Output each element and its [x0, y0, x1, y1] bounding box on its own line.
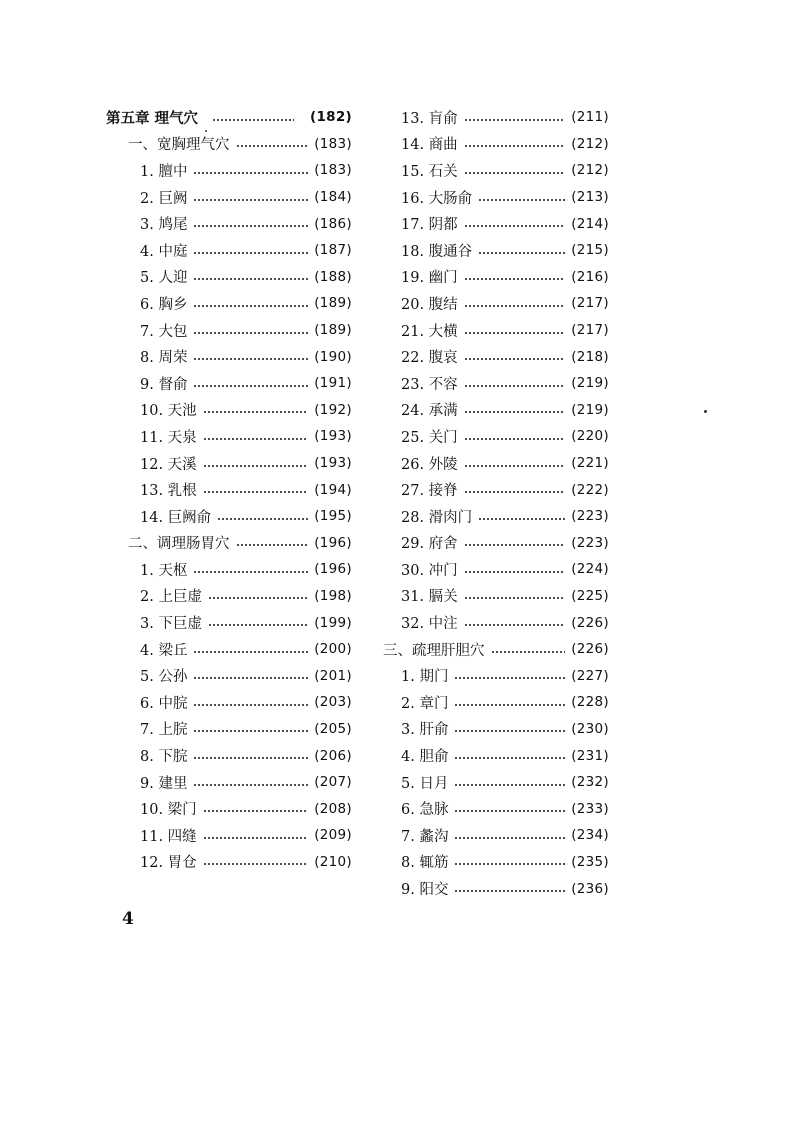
toc-entry-page: (207)	[314, 774, 352, 791]
toc-entry-label: 17. 阴都	[401, 217, 458, 234]
toc-entry-item[interactable]	[106, 716, 352, 743]
toc-entry-label: 1. 期门	[401, 669, 449, 686]
toc-entry-label: 4. 胆俞	[401, 749, 449, 766]
toc-entry-item[interactable]	[106, 317, 352, 344]
toc-entry-item[interactable]	[106, 343, 352, 370]
toc-entry-label: 2. 上巨虚	[140, 589, 202, 606]
toc-entry-item[interactable]	[106, 476, 352, 503]
toc-entry-label: 6. 中脘	[140, 695, 188, 712]
toc-entry-page: (199)	[314, 614, 352, 631]
toc-entry-chapter[interactable]	[106, 104, 352, 131]
dot-leader	[203, 862, 309, 866]
toc-entry-label: 一、宽胸理气穴	[128, 137, 230, 154]
toc-entry-page: (214)	[571, 215, 609, 232]
dot-leader	[464, 570, 566, 574]
toc-entry-label: 4. 梁丘	[140, 642, 188, 659]
toc-entry-section[interactable]	[383, 636, 609, 663]
dot-leader	[464, 357, 566, 361]
toc-entry-label: 7. 大包	[140, 323, 188, 340]
toc-entry-item[interactable]	[106, 423, 352, 450]
dot-leader	[193, 729, 308, 733]
dot-leader	[464, 277, 566, 281]
toc-entry-page: (216)	[571, 268, 609, 285]
toc-entry-page: (195)	[314, 508, 352, 525]
toc-entry-page: (217)	[571, 322, 609, 339]
dot-leader	[464, 543, 566, 547]
dot-leader	[464, 464, 566, 468]
toc-entry-page: (190)	[314, 348, 352, 365]
dot-leader	[491, 650, 566, 654]
toc-entry-page: (219)	[571, 401, 609, 418]
toc-entry-item[interactable]	[383, 423, 609, 450]
toc-entry-label: 二、调理肠胃穴	[128, 536, 230, 553]
toc-entry-page: (196)	[314, 534, 352, 551]
toc-entry-label: 29. 府舍	[401, 536, 458, 553]
dot-leader	[454, 836, 565, 840]
toc-entry-label: 14. 商曲	[401, 137, 458, 154]
dot-leader	[208, 623, 308, 627]
toc-entry-label: 19. 幽门	[401, 270, 458, 287]
dot-leader	[203, 410, 309, 414]
toc-entry-label: 14. 巨阙俞	[140, 509, 212, 526]
toc-entry-page: (183)	[314, 162, 352, 179]
dot-leader	[193, 251, 308, 255]
toc-entry-item[interactable]	[383, 583, 609, 610]
toc-entry-page: (191)	[314, 375, 352, 392]
toc-entry-item[interactable]	[383, 450, 609, 477]
toc-entry-page: (192)	[314, 401, 352, 418]
toc-entry-label: 21. 大横	[401, 323, 458, 340]
toc-entry-item[interactable]	[383, 184, 609, 211]
toc-entry-item[interactable]	[383, 131, 609, 158]
toc-entry-page: (210)	[314, 853, 352, 870]
toc-entry-page: (208)	[314, 800, 352, 817]
toc-entry-section[interactable]	[106, 530, 352, 557]
toc-entry-page: (227)	[571, 667, 609, 684]
toc-entry-item[interactable]	[383, 795, 609, 822]
toc-entry-label: 4. 中庭	[140, 243, 188, 260]
toc-entry-item[interactable]	[106, 210, 352, 237]
toc-entry-item[interactable]	[383, 210, 609, 237]
dot-leader	[454, 703, 565, 707]
dot-leader	[193, 570, 308, 574]
dot-leader	[203, 464, 309, 468]
toc-entry-item[interactable]	[383, 556, 609, 583]
toc-entry-label: 2. 巨阙	[140, 190, 188, 207]
toc-entry-page: (217)	[571, 295, 609, 312]
toc-entry-page: (218)	[571, 348, 609, 365]
toc-entry-item[interactable]	[383, 609, 609, 636]
toc-entry-label: 5. 公孙	[140, 669, 188, 686]
toc-entry-label: 第五章 理气穴	[106, 109, 199, 127]
toc-left-column	[106, 104, 352, 875]
toc-entry-item[interactable]	[106, 184, 352, 211]
dot-leader	[203, 490, 309, 494]
toc-entry-page: (184)	[314, 189, 352, 206]
toc-entry-item[interactable]	[383, 317, 609, 344]
toc-entry-page: (222)	[571, 481, 609, 498]
toc-entry-label: 11. 四缝	[140, 828, 197, 845]
toc-entry-label: 3. 下巨虚	[140, 616, 202, 633]
toc-entry-label: 18. 腹通谷	[401, 243, 473, 260]
toc-entry-item[interactable]	[106, 609, 352, 636]
toc-entry-page: (215)	[571, 242, 609, 259]
dot-leader	[203, 437, 309, 441]
toc-entry-item[interactable]	[383, 157, 609, 184]
dot-leader	[193, 756, 308, 760]
dot-leader	[454, 889, 565, 893]
toc-entry-page: (205)	[314, 720, 352, 737]
toc-entry-page: (221)	[571, 455, 609, 472]
dot-leader	[464, 118, 566, 122]
dot-leader	[464, 437, 566, 441]
toc-entry-page: (186)	[314, 215, 352, 232]
toc-entry-item[interactable]	[383, 397, 609, 424]
dot-leader	[464, 304, 566, 308]
toc-entry-page: (223)	[571, 534, 609, 551]
toc-entry-label: 8. 周荣	[140, 350, 188, 367]
toc-entry-page: (196)	[314, 561, 352, 578]
toc-entry-item[interactable]	[106, 689, 352, 716]
toc-entry-label: 2. 章门	[401, 695, 449, 712]
toc-entry-item[interactable]	[383, 742, 609, 769]
dot-leader	[193, 304, 308, 308]
toc-entry-item[interactable]	[106, 822, 352, 849]
toc-entry-label: 3. 鸠尾	[140, 217, 188, 234]
toc-entry-label: 24. 承满	[401, 403, 458, 420]
dot-leader	[212, 118, 294, 122]
toc-entry-item[interactable]	[383, 716, 609, 743]
toc-entry-page: (228)	[571, 694, 609, 711]
toc-entry-item[interactable]	[383, 769, 609, 796]
toc-entry-item[interactable]	[383, 503, 609, 530]
toc-entry-page: (226)	[571, 614, 609, 631]
toc-entry-item[interactable]	[383, 662, 609, 689]
toc-entry-label: 32. 中注	[401, 616, 458, 633]
toc-entry-page: (200)	[314, 641, 352, 658]
toc-entry-item[interactable]	[383, 689, 609, 716]
toc-entry-page: (194)	[314, 481, 352, 498]
toc-entry-item[interactable]	[106, 636, 352, 663]
dot-leader	[464, 331, 566, 335]
dot-leader	[464, 623, 566, 627]
dot-leader	[464, 410, 566, 414]
dot-leader	[454, 783, 565, 787]
toc-entry-item[interactable]	[106, 157, 352, 184]
dot-leader	[464, 171, 566, 175]
toc-entry-page: (225)	[571, 587, 609, 604]
dot-leader	[464, 490, 566, 494]
toc-entry-label: 13. 乳根	[140, 483, 197, 500]
toc-entry-page: (198)	[314, 587, 352, 604]
toc-entry-page: (230)	[571, 720, 609, 737]
toc-entry-label: 25. 关门	[401, 429, 458, 446]
toc-entry-page: (223)	[571, 508, 609, 525]
toc-entry-label: 8. 辄筋	[401, 855, 449, 872]
dot-leader	[236, 144, 309, 148]
dot-leader	[193, 171, 308, 175]
toc-entry-item[interactable]	[106, 237, 352, 264]
toc-entry-page: (231)	[571, 747, 609, 764]
toc-entry-item[interactable]	[106, 503, 352, 530]
toc-entry-item[interactable]	[106, 370, 352, 397]
toc-entry-label: 6. 急脉	[401, 802, 449, 819]
toc-entry-page: (189)	[314, 322, 352, 339]
toc-entry-page: (193)	[314, 428, 352, 445]
toc-entry-label: 12. 胃仓	[140, 855, 197, 872]
toc-entry-page: (188)	[314, 268, 352, 285]
toc-entry-page: (233)	[571, 800, 609, 817]
toc-entry-label: 5. 日月	[401, 775, 449, 792]
toc-entry-item[interactable]	[106, 556, 352, 583]
dot-leader	[193, 224, 308, 228]
toc-entry-label: 11. 天泉	[140, 429, 197, 446]
toc-entry-label: 9. 督俞	[140, 376, 188, 393]
toc-right-column	[383, 104, 609, 902]
dot-leader	[454, 756, 565, 760]
toc-entry-item[interactable]	[383, 290, 609, 317]
toc-entry-label: 三、疏理肝胆穴	[383, 642, 485, 659]
toc-entry-page: (193)	[314, 455, 352, 472]
toc-entry-label: 1. 天枢	[140, 562, 188, 579]
toc-entry-page: (203)	[314, 694, 352, 711]
toc-entry-item[interactable]	[106, 264, 352, 291]
toc-entry-item[interactable]	[106, 290, 352, 317]
toc-entry-page: (209)	[314, 827, 352, 844]
toc-entry-page: (211)	[571, 109, 609, 126]
toc-entry-label: 16. 大肠俞	[401, 190, 473, 207]
dot-leader	[193, 277, 308, 281]
toc-entry-label: 26. 外陵	[401, 456, 458, 473]
dot-leader	[203, 809, 309, 813]
toc-entry-item[interactable]	[383, 104, 609, 131]
toc-entry-page: (213)	[571, 189, 609, 206]
dot-leader	[193, 703, 308, 707]
toc-entry-item[interactable]	[106, 742, 352, 769]
toc-entry-label: 13. 肓俞	[401, 110, 458, 127]
toc-entry-label: 20. 腹结	[401, 296, 458, 313]
scan-speck	[704, 410, 707, 413]
dot-leader	[193, 650, 308, 654]
dot-leader	[464, 384, 566, 388]
toc-entry-label: 3. 肝俞	[401, 722, 449, 739]
page-number: 4	[122, 909, 134, 929]
toc-entry-label: 15. 石关	[401, 163, 458, 180]
scan-speck	[205, 130, 207, 132]
dot-leader	[193, 331, 308, 335]
dot-leader	[193, 783, 308, 787]
dot-leader	[464, 144, 566, 148]
toc-entry-label: 28. 滑肉门	[401, 509, 473, 526]
toc-entry-page: (234)	[571, 827, 609, 844]
toc-entry-label: 9. 建里	[140, 775, 188, 792]
toc-entry-label: 7. 上脘	[140, 722, 188, 739]
toc-entry-item[interactable]	[106, 583, 352, 610]
dot-leader	[478, 517, 565, 521]
toc-entry-label: 8. 下脘	[140, 749, 188, 766]
toc-entry-item[interactable]	[383, 264, 609, 291]
toc-entry-page: (220)	[571, 428, 609, 445]
toc-entry-item[interactable]	[383, 370, 609, 397]
toc-entry-label: 23. 不容	[401, 376, 458, 393]
dot-leader	[454, 729, 565, 733]
toc-entry-page: (183)	[314, 135, 352, 152]
toc-entry-item[interactable]	[383, 822, 609, 849]
toc-entry-label: 1. 膻中	[140, 163, 188, 180]
toc-entry-page: (219)	[571, 375, 609, 392]
toc-entry-page: (212)	[571, 135, 609, 152]
toc-entry-page: (182)	[309, 109, 352, 126]
toc-entry-label: 27. 接脊	[401, 483, 458, 500]
toc-entry-item[interactable]	[383, 343, 609, 370]
toc-entry-page: (232)	[571, 774, 609, 791]
toc-entry-item[interactable]	[106, 795, 352, 822]
toc-entry-label: 6. 胸乡	[140, 296, 188, 313]
toc-entry-label: 9. 阳交	[401, 882, 449, 899]
toc-entry-label: 31. 膈关	[401, 589, 458, 606]
toc-entry-page: (212)	[571, 162, 609, 179]
dot-leader	[193, 357, 308, 361]
dot-leader	[193, 676, 308, 680]
dot-leader	[478, 251, 565, 255]
dot-leader	[464, 224, 566, 228]
toc-entry-label: 10. 梁门	[140, 802, 197, 819]
toc-entry-label: 7. 蠡沟	[401, 828, 449, 845]
toc-entry-page: (235)	[571, 853, 609, 870]
toc-entry-item[interactable]	[106, 662, 352, 689]
dot-leader	[454, 809, 565, 813]
toc-entry-page: (226)	[571, 641, 609, 658]
toc-entry-label: 10. 天池	[140, 403, 197, 420]
toc-entry-item[interactable]	[106, 849, 352, 876]
toc-entry-label: 5. 人迎	[140, 270, 188, 287]
toc-entry-page: (189)	[314, 295, 352, 312]
toc-entry-label: 22. 腹哀	[401, 350, 458, 367]
dot-leader	[454, 676, 565, 680]
toc-entry-item[interactable]	[106, 397, 352, 424]
toc-entry-page: (201)	[314, 667, 352, 684]
toc-entry-page: (236)	[571, 880, 609, 897]
toc-entry-item[interactable]	[106, 769, 352, 796]
toc-entry-item[interactable]	[383, 849, 609, 876]
dot-leader	[208, 596, 308, 600]
toc-entry-label: 30. 冲门	[401, 562, 458, 579]
toc-entry-item[interactable]	[383, 237, 609, 264]
dot-leader	[236, 543, 309, 547]
dot-leader	[193, 198, 308, 202]
dot-leader	[478, 198, 565, 202]
dot-leader	[464, 596, 566, 600]
toc-entry-page: (224)	[571, 561, 609, 578]
dot-leader	[217, 517, 308, 521]
toc-entry-item[interactable]	[383, 530, 609, 557]
toc-entry-page: (187)	[314, 242, 352, 259]
dot-leader	[454, 862, 565, 866]
toc-entry-item[interactable]	[106, 450, 352, 477]
toc-entry-label: 12. 天溪	[140, 456, 197, 473]
dot-leader	[193, 384, 308, 388]
toc-entry-item[interactable]	[383, 875, 609, 902]
toc-entry-page: (206)	[314, 747, 352, 764]
dot-leader	[203, 836, 309, 840]
toc-entry-item[interactable]	[383, 476, 609, 503]
toc-entry-section[interactable]	[106, 131, 352, 158]
